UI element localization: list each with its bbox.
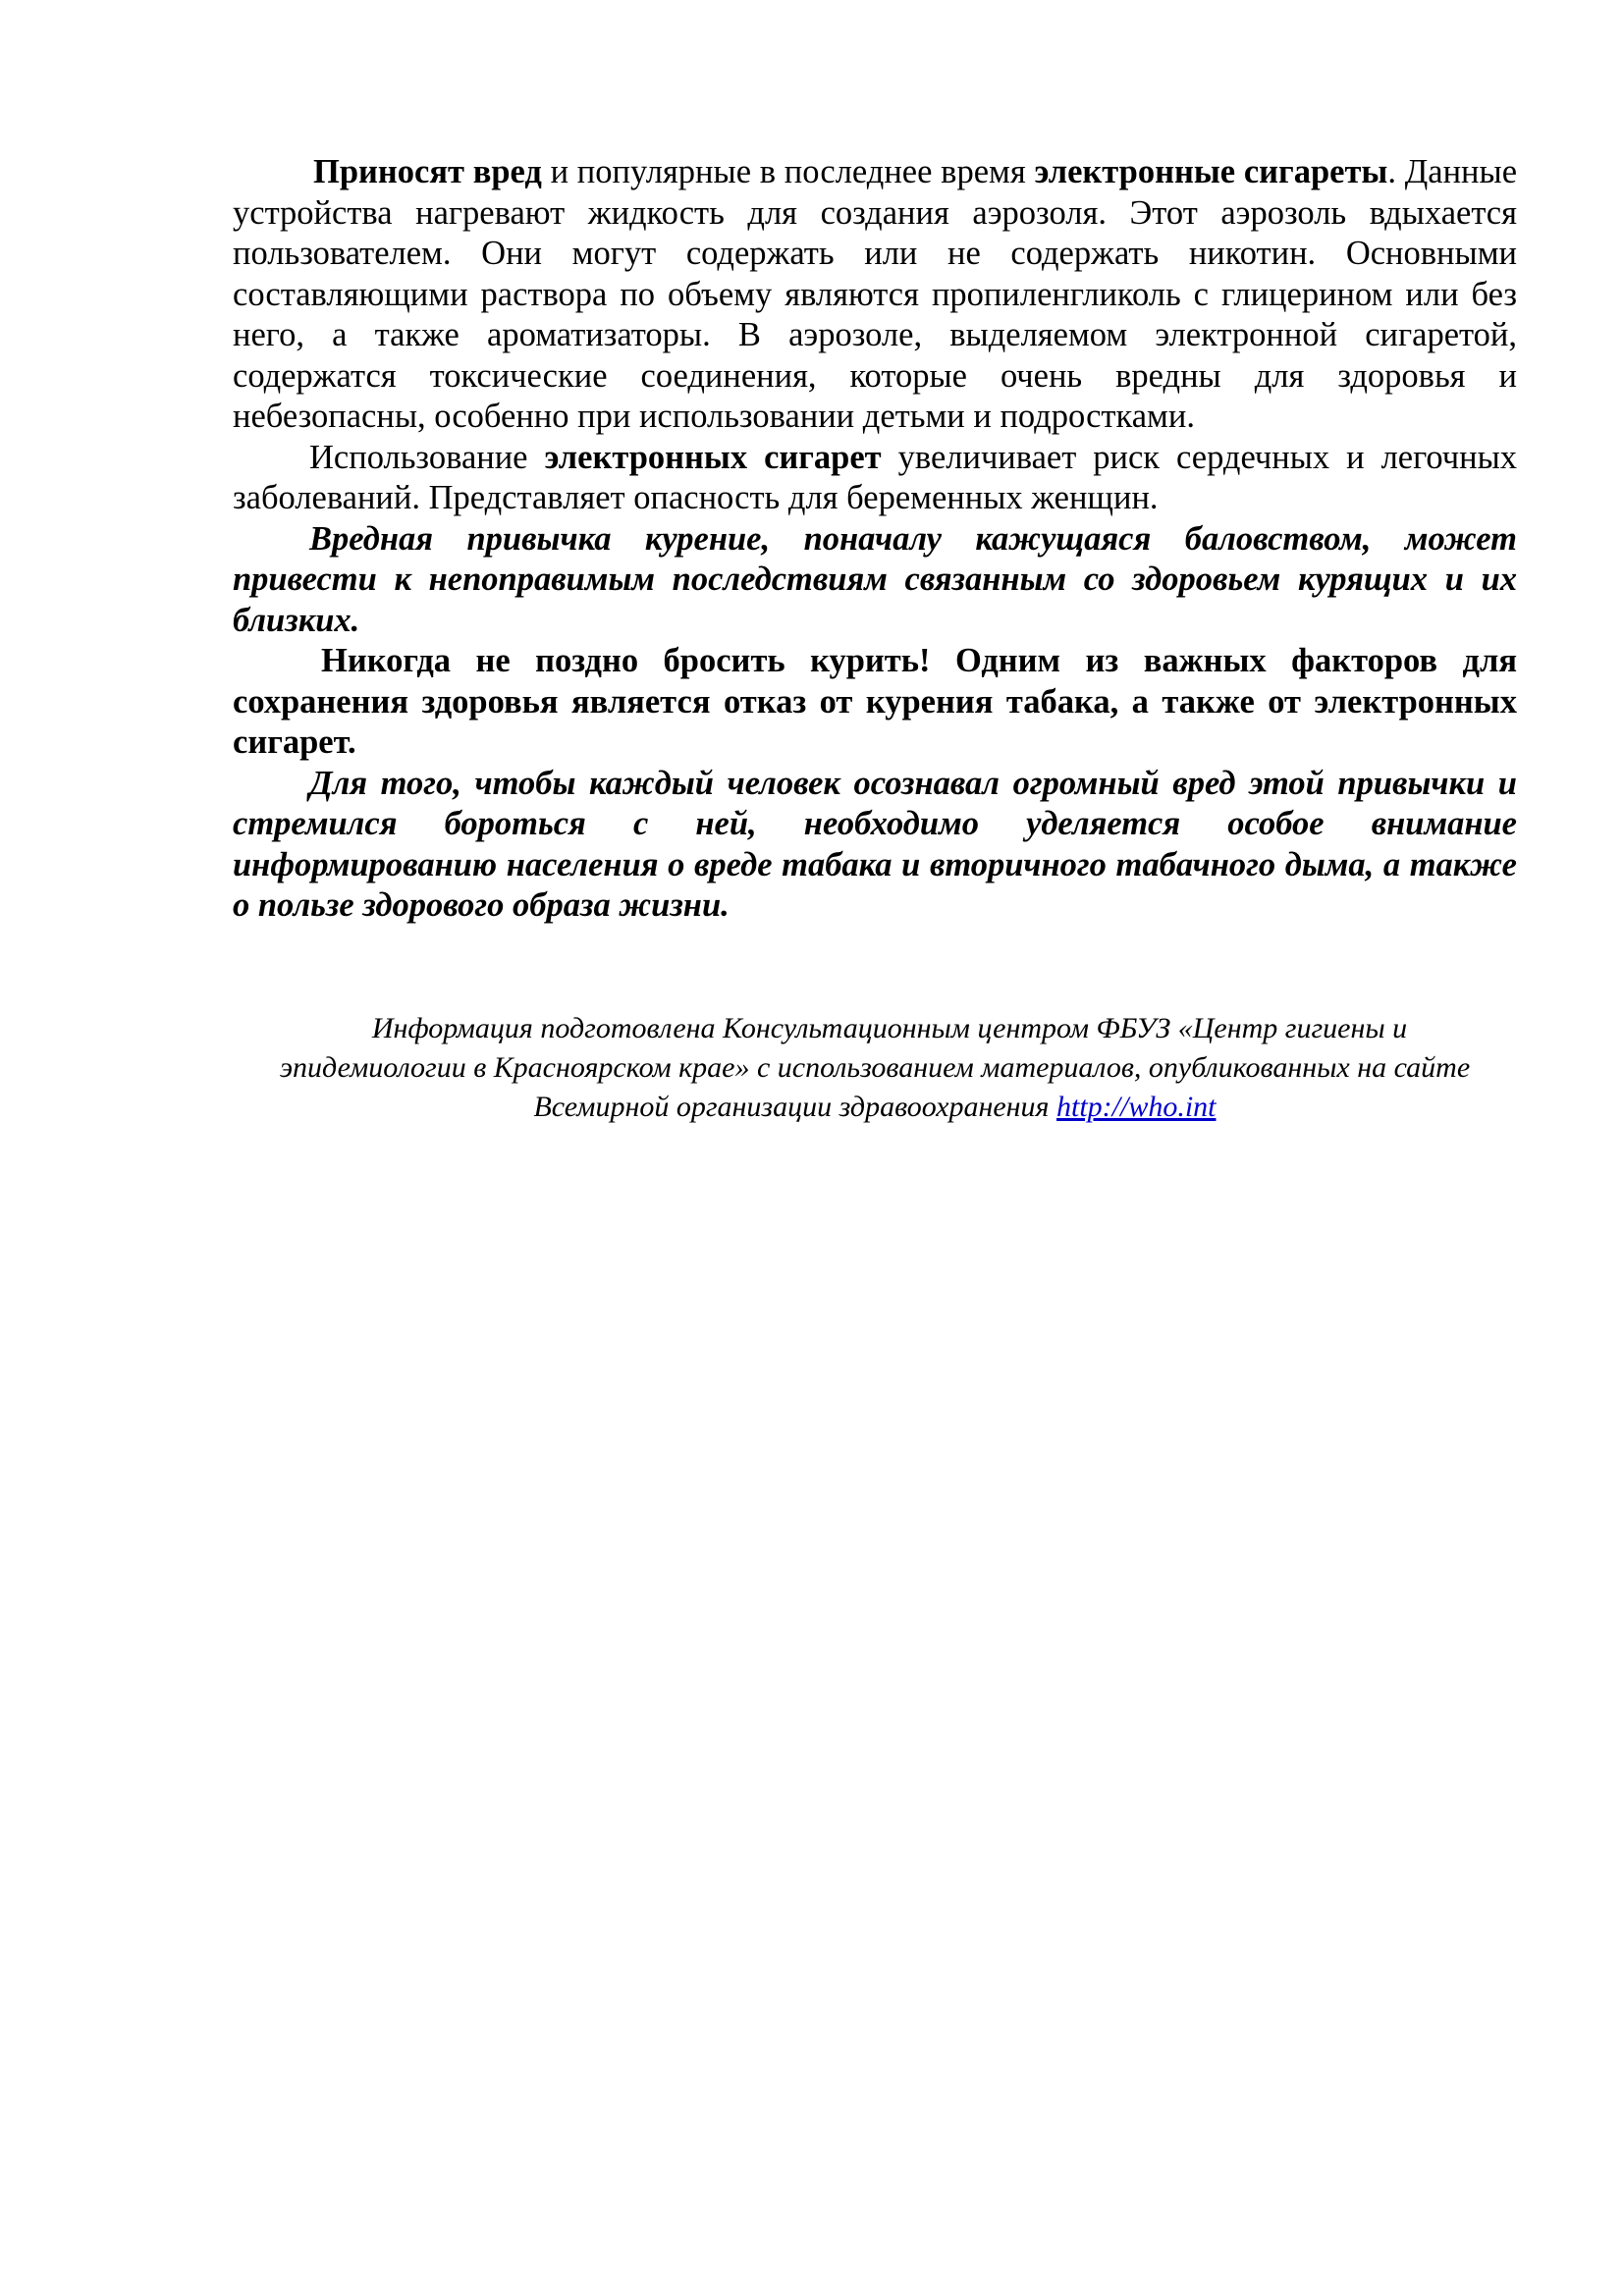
paragraph-text: Использование (309, 438, 545, 476)
document-body (233, 152, 1517, 927)
paragraph-awareness: Для того, чтобы каждый человек осознавал огромный вред этой привычки и стремился бороться с ней, необходимо уделяется особое внимание информированию населения о вреде табака и вторичного табачного дыма, а также о пользе здорового образа жизни. (233, 764, 1517, 924)
who-link[interactable]: http://who.int (1055, 1091, 1217, 1123)
source-credit (233, 1009, 1517, 1127)
paragraph-text: и популярные в последнее время (541, 153, 1035, 190)
credit-text: Всемирной организации здравоохранения (533, 1091, 1056, 1123)
emphasis-ecig: электронных сигарет (544, 438, 882, 476)
credit-line: эпидемиологии в Красноярском крае» с использованием материалов, опубликованных на сайте (279, 1051, 1471, 1084)
credit-line: Информация подготовлена Консультационным центром ФБУЗ «Центр гигиены и (371, 1012, 1408, 1044)
emphasis-ecig: электронные сигареты (1034, 153, 1388, 190)
paragraph-ecig-harm (233, 152, 1517, 438)
paragraph-text: . Данные устройства нагревают жидкость для создания аэрозоля. Этот аэрозоль вдыхается пользователем. Они могут содержать или не содержать никотин. Основными составляющими раствора по объему являются пропиленгликоль с глицерином или без него, а также ароматизаторы. В аэрозоле, выделяемом электронной сигаретой, содержатся токсические соединения, которые очень вредны для здоровья и небезопасны, особенно при использовании детьми и подростками. (233, 153, 1518, 435)
paragraph-quit-smoking: Никогда не поздно бросить курить! Одним из важных факторов для сохранения здоровья является отказ от курения табака, а также от электронных сигарет. (233, 642, 1517, 761)
credit-line-with-link (233, 1088, 1517, 1127)
emphasis-harm: Приносят вред (313, 153, 542, 190)
paragraph-bad-habit: Вредная привычка курение, поначалу кажущаяся баловством, может привести к непоправимым последствиям связанным со здоровьем курящих и их близких. (233, 519, 1517, 639)
paragraph-ecig-risk (233, 438, 1517, 519)
paragraph-text: увеличивает риск сердечных и легочных заболеваний. Представляет опасность для беременных женщин. (233, 438, 1518, 516)
